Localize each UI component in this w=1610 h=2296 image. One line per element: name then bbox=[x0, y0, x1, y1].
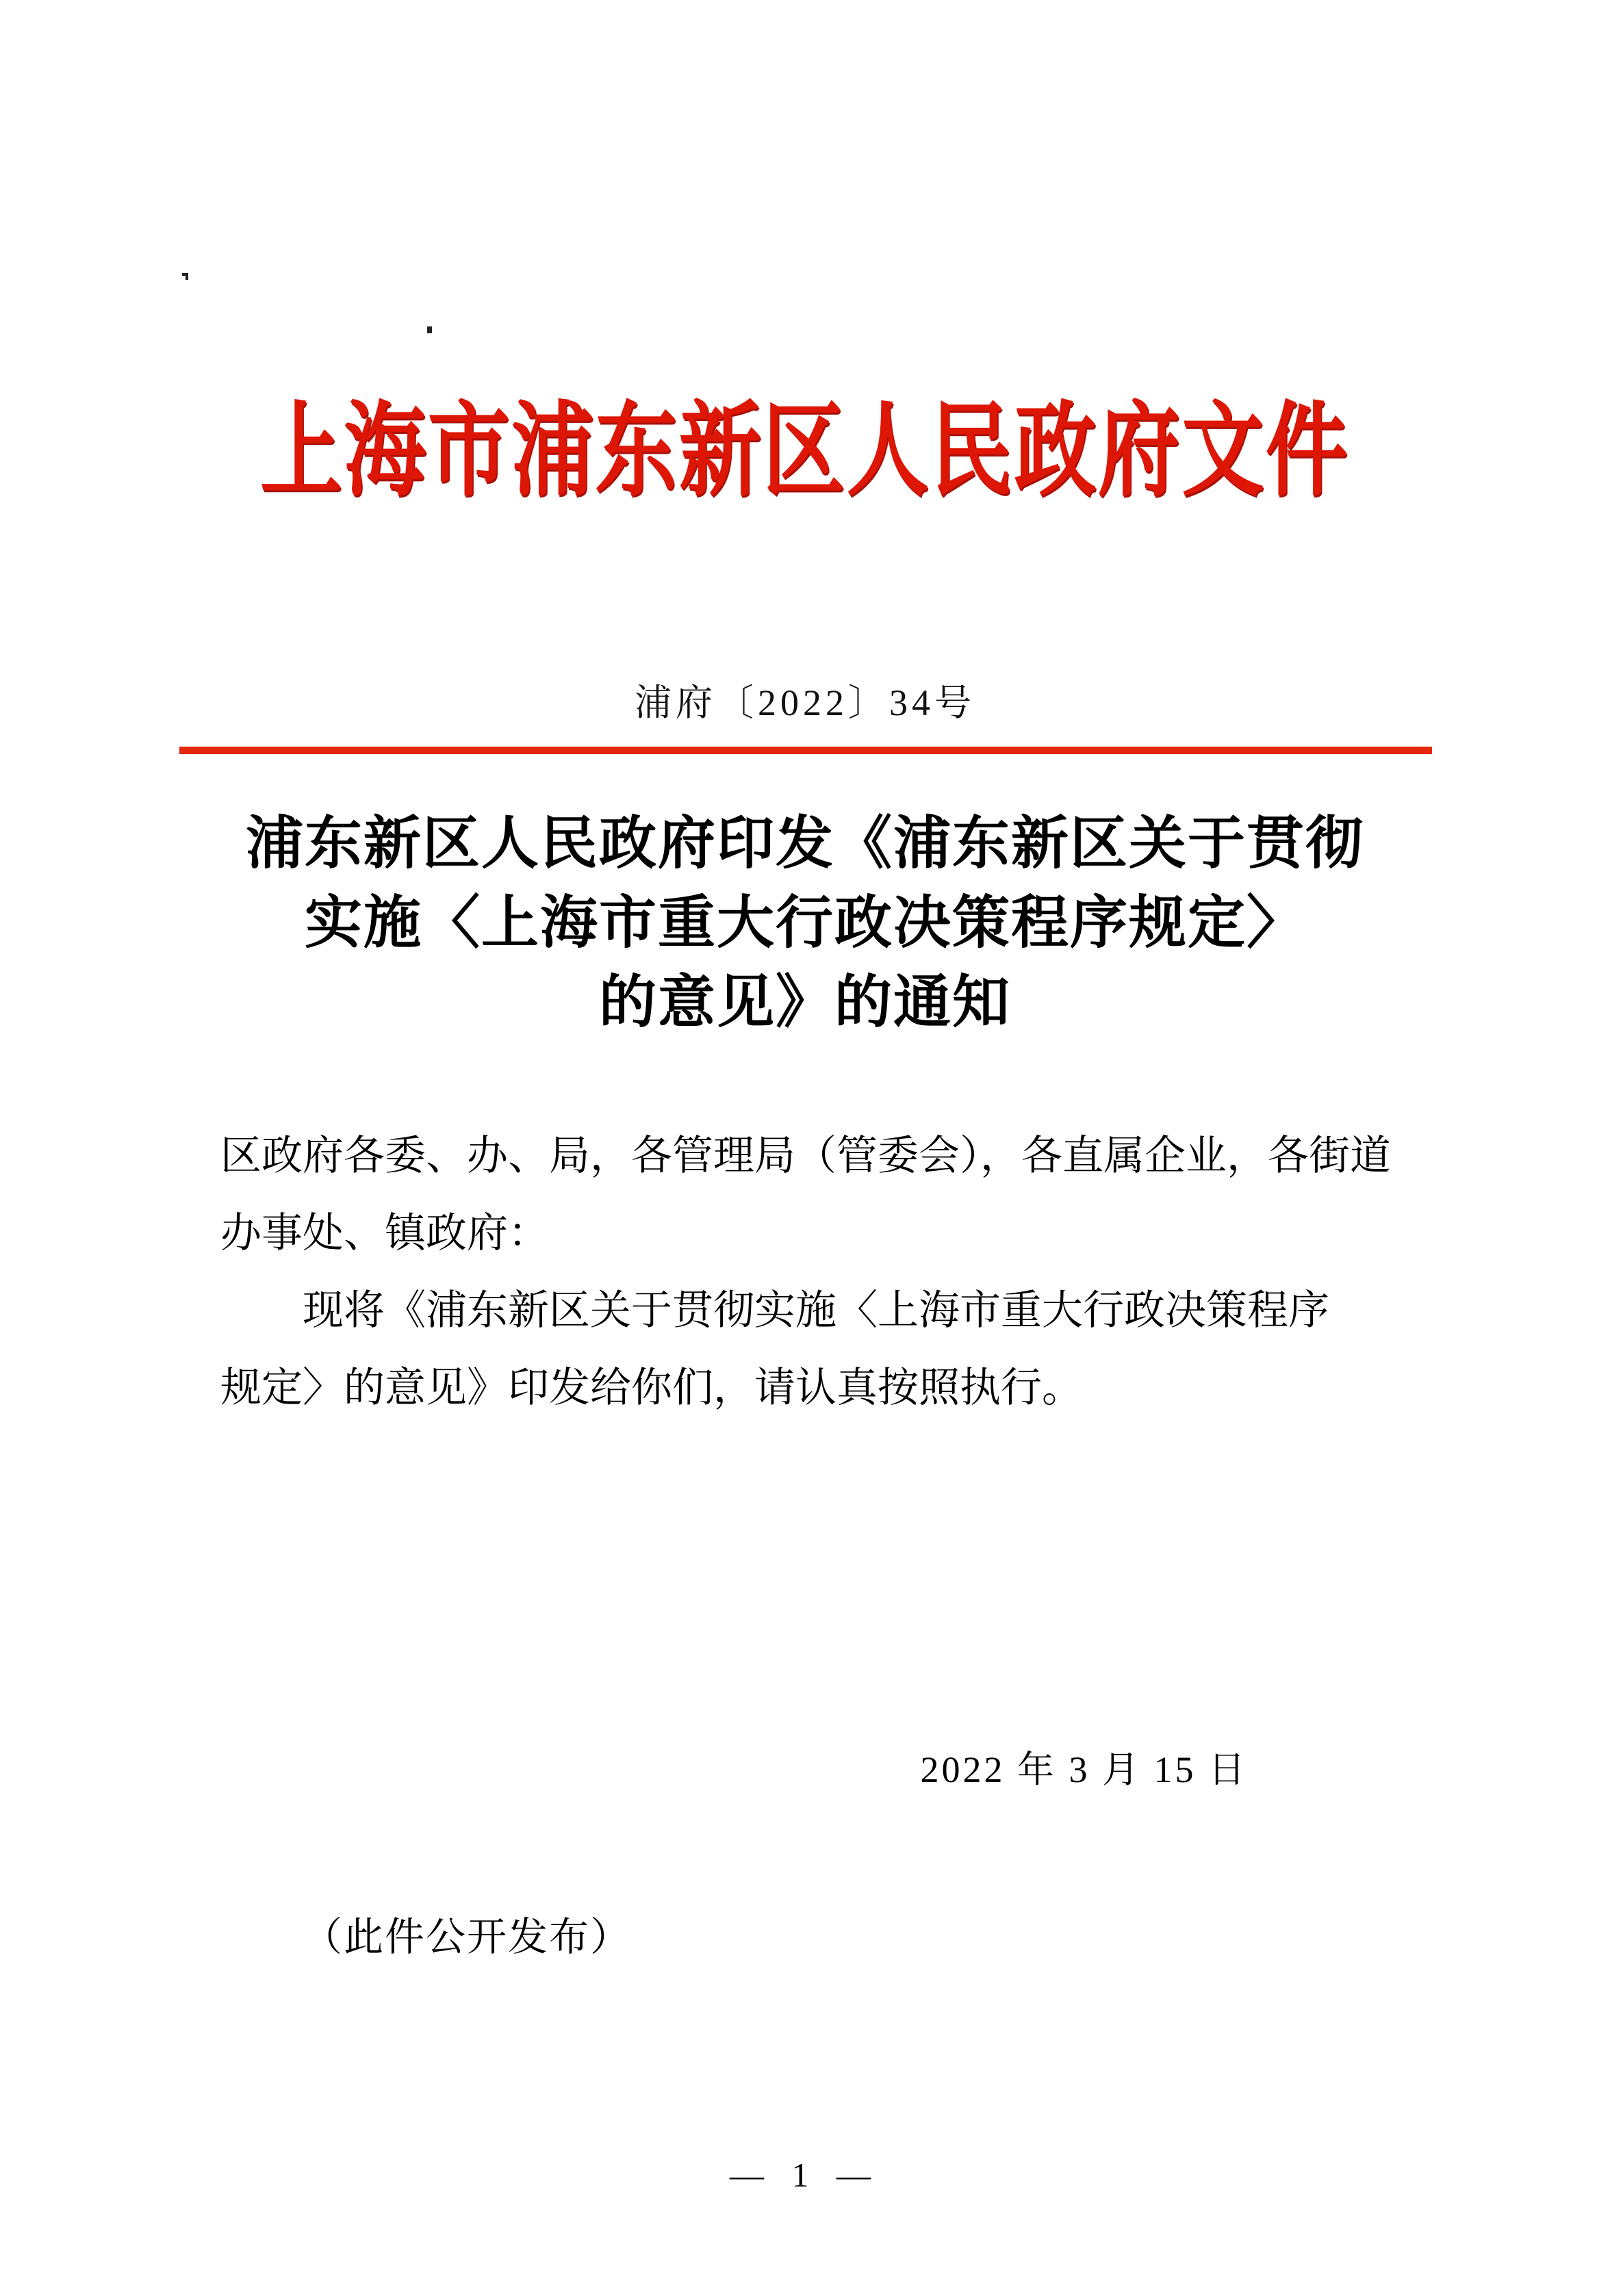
page-number: — 1 — bbox=[730, 2156, 880, 2194]
issue-date: 2022 年 3 月 15 日 bbox=[920, 1749, 1248, 1790]
paragraph-line: 规定〉的意见》印发给你们，请认真按照执行。 bbox=[220, 1365, 1083, 1410]
scan-speck bbox=[186, 273, 188, 280]
notice-title-line: 实施〈上海市重大行政决策程序规定〉 bbox=[304, 892, 1305, 955]
red-divider-line bbox=[179, 747, 1432, 754]
body-text bbox=[220, 1118, 1392, 1427]
salutation-line: 办事处、镇政府： bbox=[220, 1211, 549, 1256]
paragraph-line: 现将《浦东新区关于贯彻实施〈上海市重大行政决策程序 bbox=[303, 1288, 1329, 1333]
notice-title-line: 浦东新区人民政府印发《浦东新区关于贯彻 bbox=[245, 812, 1364, 876]
red-header-title bbox=[0, 395, 1610, 508]
salutation-line: 区政府各委、办、局，各管理局（管委会），各直属企业，各街道 bbox=[220, 1133, 1391, 1178]
notice-title bbox=[0, 805, 1610, 1043]
public-release-note: （此件公开发布） bbox=[303, 1915, 632, 1959]
scan-speck bbox=[427, 326, 432, 333]
red-header-title-text: 上海市浦东新区人民政府文件 bbox=[260, 395, 1350, 508]
notice-title-line: 的意见》的通知 bbox=[598, 971, 1011, 1035]
document-number: 浦府〔2022〕34号 bbox=[635, 682, 975, 723]
